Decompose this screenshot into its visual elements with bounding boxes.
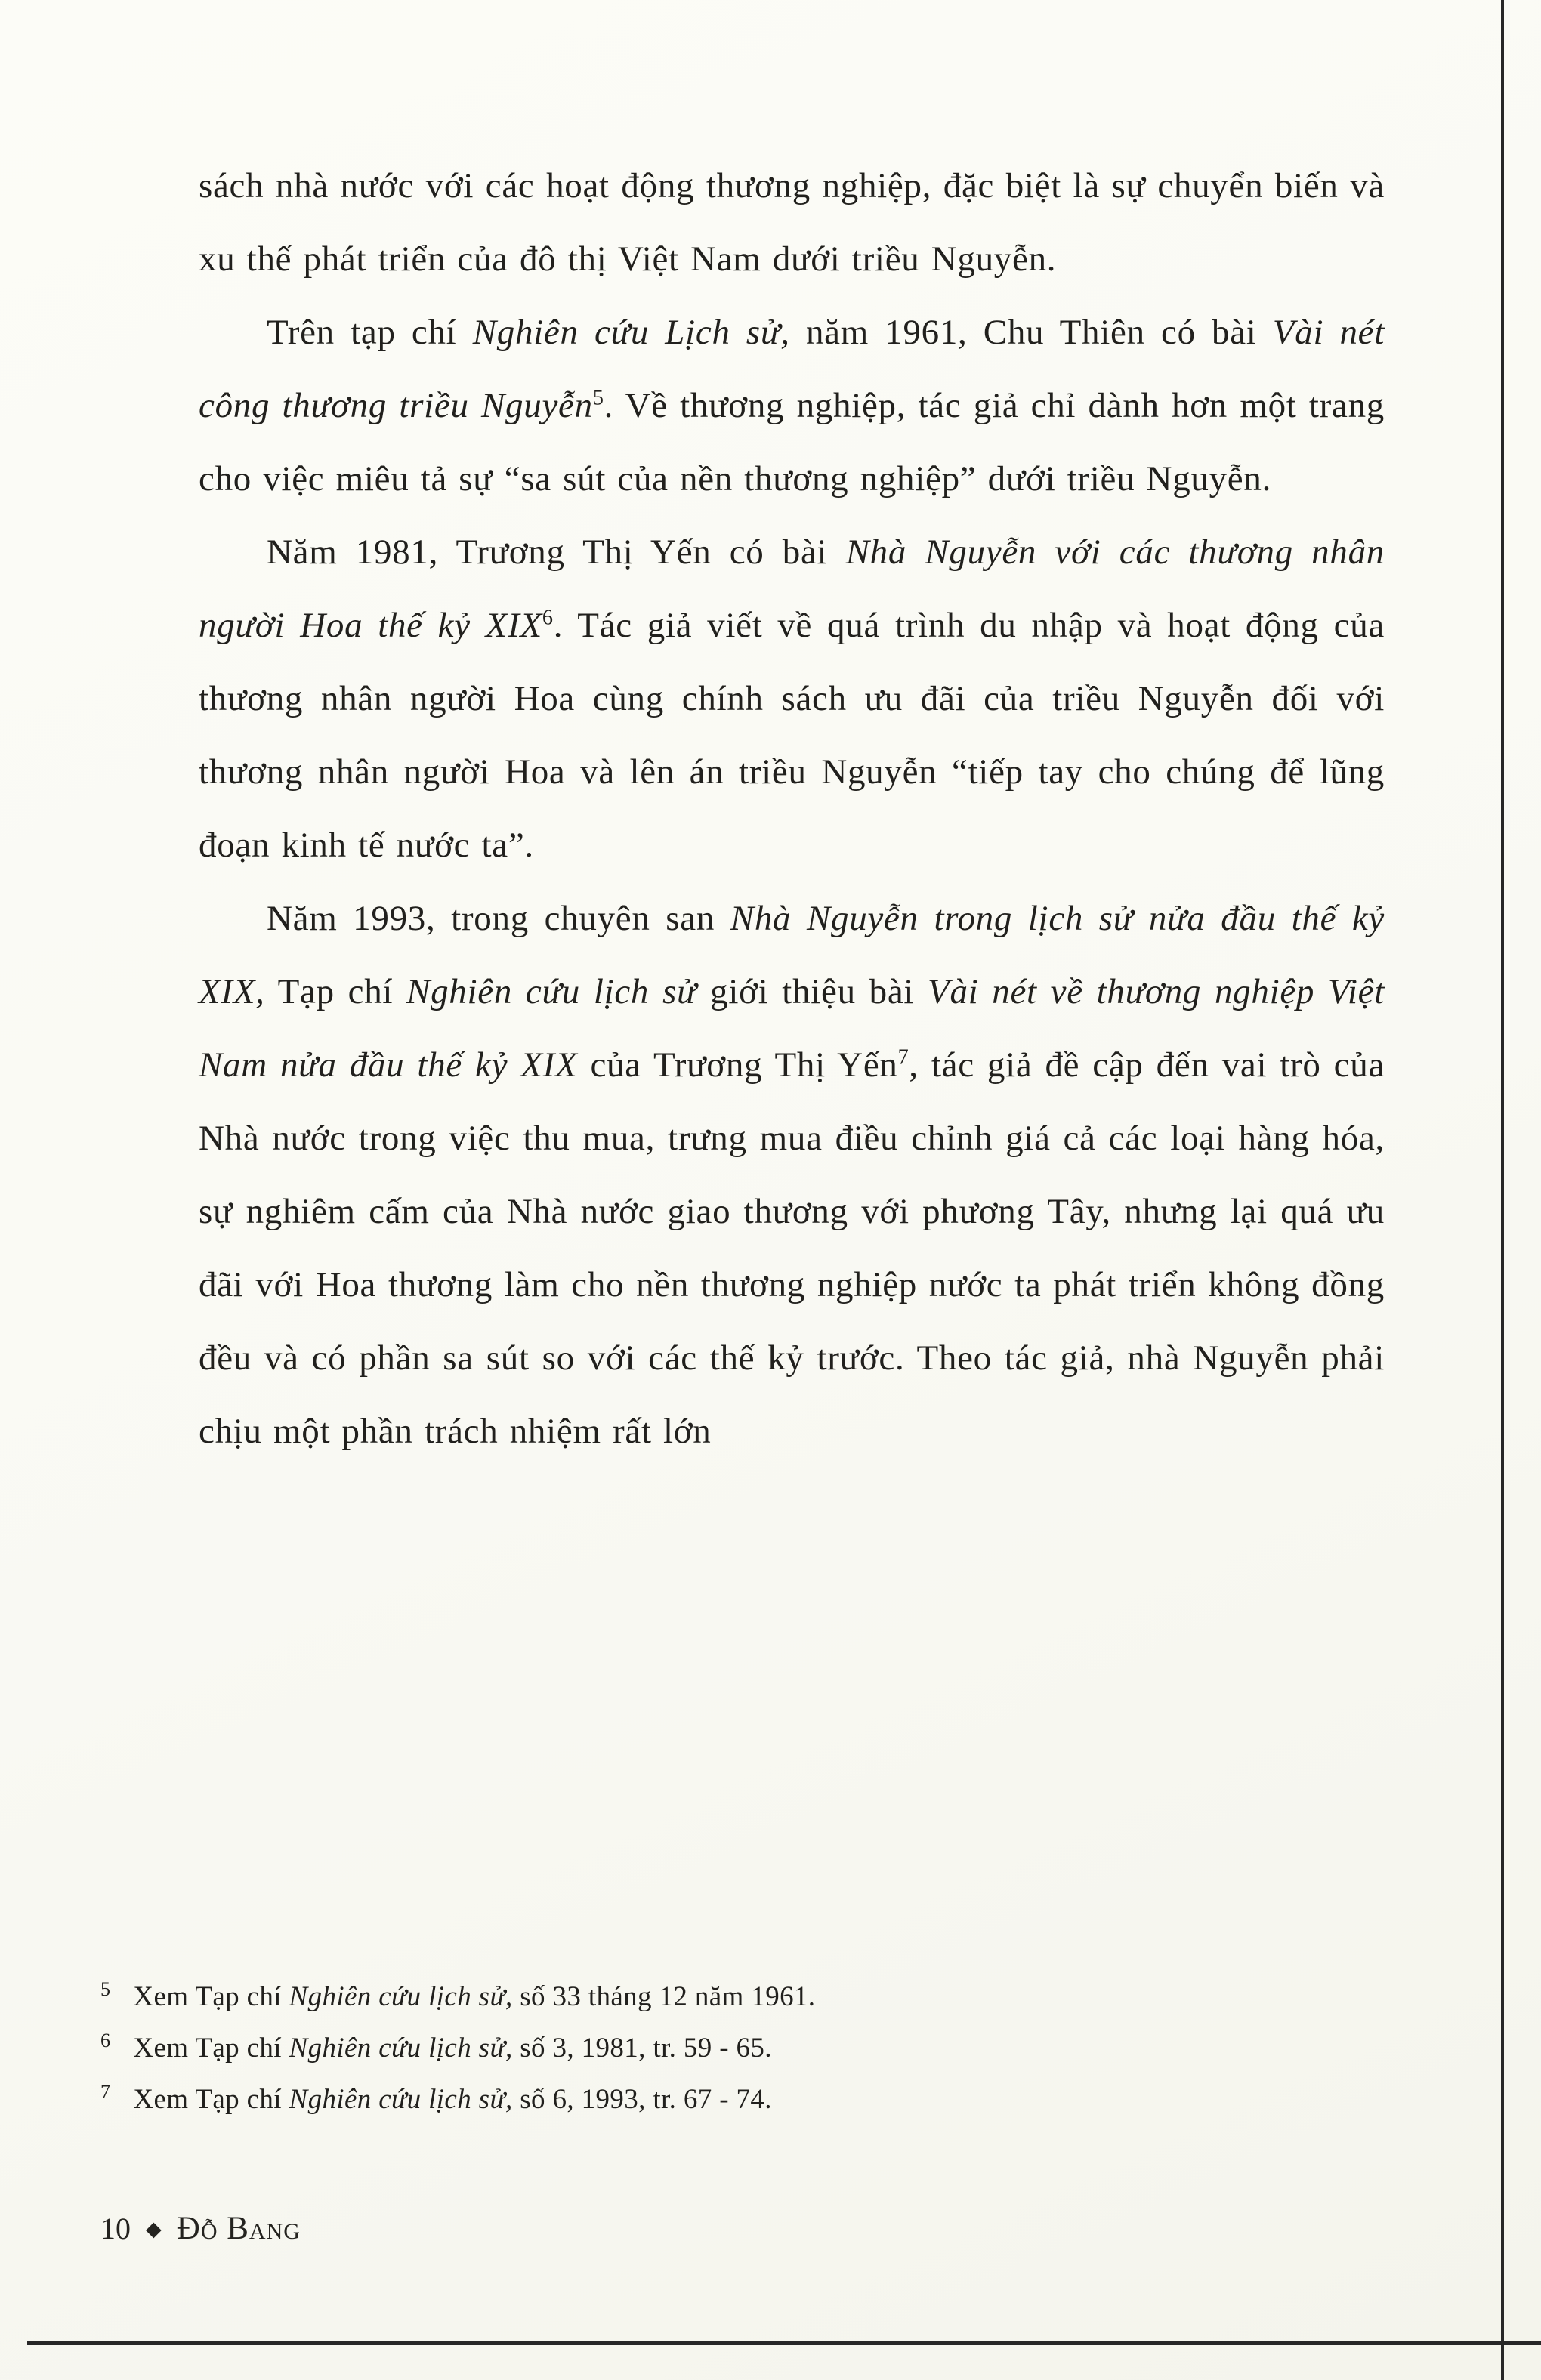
footnote-marker: 5 <box>100 1977 111 2000</box>
text-run: Tạp chí <box>264 972 407 1011</box>
paragraph-4 <box>199 882 1385 1468</box>
text-run: năm 1961, Chu Thiên có bài <box>789 313 1273 352</box>
cited-title: Nhà Nguyễn trong lịch sử nửa đầu thế kỷ XIX, <box>199 899 1385 1011</box>
cited-title: Nghiên cứu Lịch sử, <box>472 313 790 352</box>
paragraph-3 <box>199 516 1385 882</box>
footnote-reference-7: 7 <box>897 1045 909 1070</box>
text-run: . Tác giả viết về quá trình du nhập và hoạt động của thương nhân người Hoa cùng chính sách ưu đãi của triều Nguyễn đối với thương nhân người Hoa và lên án triều Nguyễn “tiếp tay cho chúng để lũng đoạn kinh tế nước ta”. <box>199 606 1385 865</box>
cited-title: Nghiên cứu lịch sử, <box>289 2033 513 2064</box>
page-edge-line-right <box>1501 0 1504 2380</box>
page-body-text <box>199 150 1385 1468</box>
text-run: sách nhà nước với các hoạt động thương nghiệp, đặc biệt là sự chuyển biến và xu thế phát triển của đô thị Việt Nam dưới triều Nguyễn. <box>199 166 1385 279</box>
cited-title: Nhà Nguyễn với các thương nhân người Hoa thế kỷ XIX <box>199 532 1385 645</box>
text-run: số 6, 1993, tr. 67 - 74. <box>512 2084 772 2115</box>
page-edge-line-bottom <box>27 2341 1541 2345</box>
footnote-7 <box>100 2074 1370 2125</box>
author-name: Đỗ Bang <box>176 2211 301 2246</box>
footnote-marker: 6 <box>100 2029 111 2051</box>
text-run: Xem Tạp chí <box>133 2033 289 2064</box>
cited-title: Nghiên cứu lịch sử, <box>289 2084 513 2115</box>
cited-title: Vài nét công thương triều Nguyễn <box>199 313 1385 425</box>
footnote-reference-5: 5 <box>592 386 604 410</box>
page-number: 10 <box>100 2212 131 2246</box>
footnote-marker: 7 <box>100 2080 111 2103</box>
footnote-reference-6: 6 <box>542 606 554 630</box>
text-run: số 3, 1981, tr. 59 - 65. <box>512 2033 772 2064</box>
text-run: của Trương Thị Yến <box>577 1045 898 1085</box>
footnote-5 <box>100 1971 1370 2023</box>
text-run: , tác giả đề cập đến vai trò của Nhà nước trong việc thu mua, trưng mua điều chỉnh giá cả các loại hàng hóa, sự nghiêm cấm của Nhà nước giao thương với phương Tây, nhưng lại quá ưu đãi với Hoa thương làm cho nền thương nghiệp nước ta phát triển không đồng đều và có phần sa sút so với các thế kỷ trước. Theo tác giả, nhà Nguyễn phải chịu một phần trách nhiệm rất lớn <box>199 1045 1385 1451</box>
footnotes-block <box>100 1971 1370 2125</box>
text-run: giới thiệu bài <box>696 972 928 1011</box>
paragraph-2 <box>199 296 1385 516</box>
footnote-6 <box>100 2023 1370 2074</box>
text-run: Xem Tạp chí <box>133 1981 289 2012</box>
text-run: Xem Tạp chí <box>133 2084 289 2115</box>
diamond-icon: ◆ <box>146 2218 162 2240</box>
cited-title: Nghiên cứu lịch sử <box>406 972 697 1011</box>
cited-title: Nghiên cứu lịch sử, <box>289 1981 513 2012</box>
text-run: Trên tạp chí <box>267 313 473 352</box>
paragraph-1 <box>199 150 1385 296</box>
page-footer <box>100 2210 301 2247</box>
cited-title: Vài nét về thương nghiệp Việt Nam nửa đầu thế kỷ XIX <box>199 972 1385 1085</box>
text-run: số 33 tháng 12 năm 1961. <box>512 1981 816 2012</box>
text-run: . Về thương nghiệp, tác giả chỉ dành hơn một trang cho việc miêu tả sự “sa sút của nền thương nghiệp” dưới triều Nguyễn. <box>199 386 1385 499</box>
text-run: Năm 1993, trong chuyên san <box>267 899 730 938</box>
text-run: Năm 1981, Trương Thị Yến có bài <box>267 532 846 572</box>
